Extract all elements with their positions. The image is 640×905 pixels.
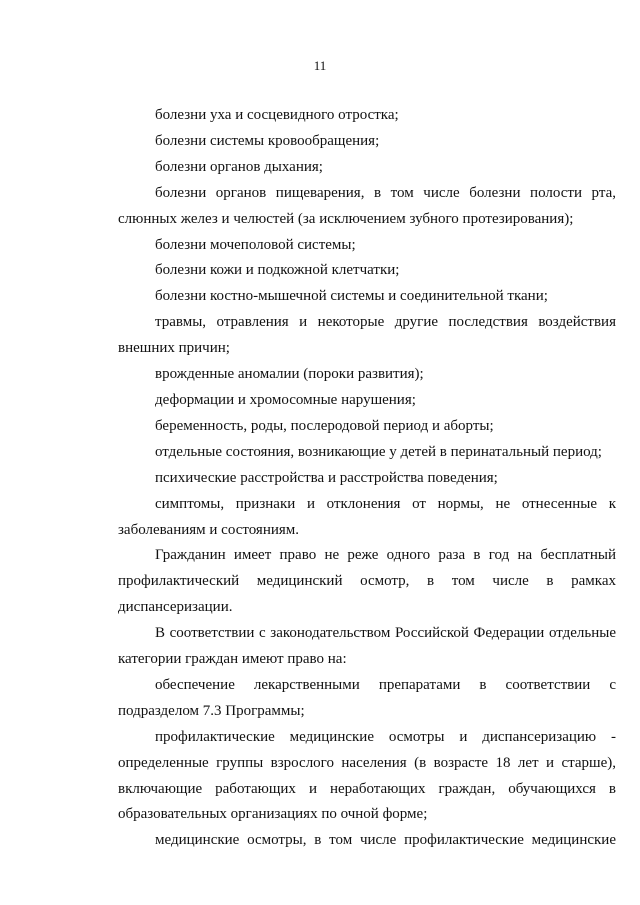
paragraph: врожденные аномалии (пороки развития); — [155, 366, 424, 383]
paragraph: Гражданин имеет право не реже одного раза в год на бесплатный профилактический медицинский осмотр, в том числе в рамках диспансеризации. — [118, 547, 616, 616]
paragraph: болезни кожи и подкожной клетчатки; — [155, 262, 400, 279]
paragraph: В соответствии с законодательством Российской Федерации отдельные категории граждан имеют право на: — [118, 625, 616, 668]
paragraph: болезни костно-мышечной системы и соединительной ткани; — [155, 288, 548, 305]
paragraph: психические расстройства и расстройства поведения; — [155, 469, 498, 486]
paragraph: профилактические медицинские осмотры и диспансеризацию - определенные группы взрослого населения (в возрасте 18 лет и старше), включающие работающих и неработающих граждан, обучающихся в образовательных организациях по очной форме; — [118, 728, 616, 823]
paragraph: болезни уха и сосцевидного отростка; — [155, 107, 399, 123]
paragraph: беременность, роды, послеродовой период и аборты; — [155, 417, 494, 434]
page-number: 11 — [313, 58, 327, 73]
paragraph: болезни органов дыхания; — [155, 158, 323, 175]
paragraph: деформации и хромосомные нарушения; — [155, 391, 416, 408]
paragraph: болезни органов пищеварения, в том числе болезни полости рта, слюнных желез и челюстей (за исключением зубного протезирования); — [118, 184, 616, 227]
paragraph: болезни мочеполовой системы; — [155, 236, 356, 253]
paragraph: травмы, отравления и некоторые другие последствия воздействия внешних причин; — [118, 314, 616, 357]
paragraph: отдельные состояния, возникающие у детей в перинатальный период; — [155, 443, 602, 460]
paragraph: обеспечение лекарственными препаратами в соответствии с подразделом 7.3 Программы; — [118, 676, 616, 719]
paragraph: медицинские осмотры, в том числе профилактические медицинские — [155, 832, 616, 849]
paragraph: симптомы, признаки и отклонения от нормы, не отнесенные к заболеваниям и состояниям. — [118, 495, 616, 538]
document-body — [118, 103, 616, 854]
paragraph: болезни системы кровообращения; — [155, 132, 380, 149]
